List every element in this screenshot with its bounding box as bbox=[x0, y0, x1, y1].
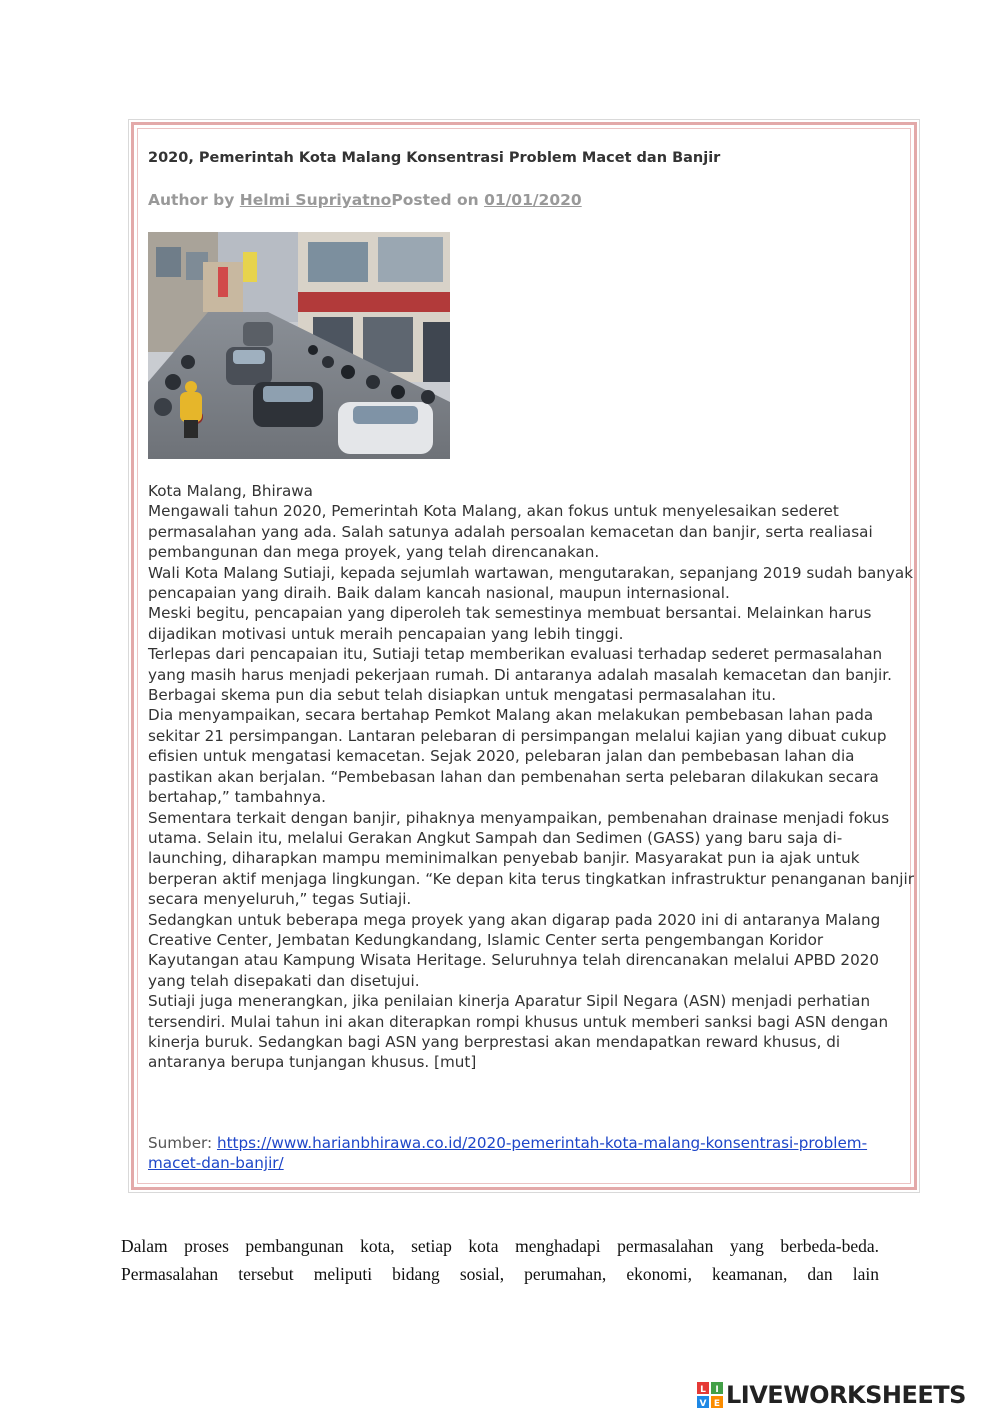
article-title: 2020, Pemerintah Kota Malang Konsentrasi Problem Macet dan Banjir bbox=[148, 150, 721, 166]
author-prefix: Author by bbox=[148, 191, 240, 209]
watermark-text: LIVEWORKSHEETS bbox=[726, 1381, 966, 1409]
logo-letter: E bbox=[713, 1399, 721, 1408]
worksheet-paragraph bbox=[121, 1232, 879, 1288]
article-paragraph: Wali Kota Malang Sutiaji, kepada sejumlah wartawan, mengutarakan, sepanjang 2019 sudah banyak pencapaian yang diraih. Baik dalam kancah nasional, maupun internasional. bbox=[148, 563, 914, 603]
logo-letter: L bbox=[700, 1385, 706, 1395]
worksheet-line: Permasalahan tersebut meliputi bidang sosial, perumahan, ekonomi, keamanan, dan lain bbox=[121, 1264, 879, 1284]
article-source bbox=[148, 1133, 908, 1174]
author-link[interactable]: Helmi Supriyatno bbox=[239, 191, 392, 209]
article-paragraph-dateline: Kota Malang, Bhirawa bbox=[148, 482, 313, 500]
traffic-jam-illustration bbox=[148, 232, 450, 459]
article-paragraph: Mengawali tahun 2020, Pemerintah Kota Malang, akan fokus untuk menyelesaikan sederet permasalahan yang ada. Salah satunya adalah persoalan kemacetan dan banjir, serta realiasai pembangunan dan mega proyek, yang telah direncanakan. bbox=[148, 502, 873, 562]
source-link[interactable]: https://www.harianbhirawa.co.id/2020-pemerintah-kota-malang-konsentrasi-problem-macet-dan-banjir/ bbox=[148, 1134, 868, 1173]
logo-letter: I bbox=[715, 1385, 719, 1395]
article-paragraph: Sutiaji juga menerangkan, jika penilaian kinerja Aparatur Sipil Negara (ASN) menjadi perhatian tersendiri. Mulai tahun ini akan diterapkan rompi khusus untuk memberi sanksi bagi ASN dengan kinerja buruk. Sedangkan bagi ASN yang berprestasi akan mendapatkan reward khusus, di antaranya berupa tunjangan khusus. [mut] bbox=[148, 992, 889, 1072]
liveworksheets-logo-icon bbox=[697, 1382, 723, 1408]
article-clipping bbox=[131, 122, 917, 1190]
article-paragraph: Meski begitu, pencapaian yang diperoleh tak semestinya membuat bersantai. Melainkan harus dijadikan motivasi untuk meraih pencapaian yang lebih tinggi. bbox=[148, 604, 872, 643]
traffic-jam-photo bbox=[148, 232, 450, 459]
logo-letter: V bbox=[699, 1399, 707, 1408]
article-byline bbox=[148, 191, 582, 209]
source-label: Sumber: bbox=[148, 1134, 217, 1152]
article-paragraph: Dia menyampaikan, secara bertahap Pemkot Malang akan melakukan pembebasan lahan pada sekitar 21 persimpangan. Lantaran pelebaran di persimpangan melalui kajian yang dibuat cukup efisien untuk mengatasi kemacetan. Sejak 2020, pelebaran jalan dan pembebasan lahan dia pastikan akan berjalan. “Pembebasan lahan dan pembenahan serta pelebaran dilakukan secara bertahap,” tambahnya. bbox=[148, 706, 887, 807]
article-paragraph: Terlepas dari pencapaian itu, Sutiaji tetap memberikan evaluasi terhadap sederet permasalahan yang masih harus menjadi pekerjaan rumah. Di antaranya adalah masalah kemacetan dan banjir. Berbagai skema pun dia sebut telah disiapkan untuk mengatasi permasalahan itu. bbox=[148, 645, 892, 705]
article-paragraph: Sedangkan untuk beberapa mega proyek yang akan digarap pada 2020 ini di antaranya Malang Creative Center, Jembatan Kedungkandang, Islamic Center serta pengembangan Koridor Kayutangan atau Kampung Wisata Heritage. Seluruhnya telah direncanakan melalui APBD 2020 yang telah disepakati dan disetujui. bbox=[148, 910, 881, 990]
article-paragraph: Sementara terkait dengan banjir, pihaknya menyampaikan, pembenahan drainase menjadi fokus utama. Selain itu, melalui Gerakan Angkut Sampah dan Sedimen (GASS) yang baru saja di-launching, diharapkan mampu meminimalkan penyebab banjir. Masyarakat pun ia ajak untuk berperan aktif menjaga lingkungan. “Ke depan kita terus tingkatkan infrastruktur penanganan banjir secara menyeluruh,” tegas Sutiaji. bbox=[148, 808, 914, 909]
posted-date-link[interactable]: 01/01/2020 bbox=[484, 191, 582, 209]
liveworksheets-watermark bbox=[697, 1378, 966, 1412]
worksheet-line: Dalam proses pembangunan kota, setiap kota menghadapi permasalahan yang berbeda-beda. bbox=[121, 1236, 879, 1256]
posted-prefix: Posted on bbox=[391, 191, 485, 209]
article-body bbox=[148, 481, 918, 1073]
